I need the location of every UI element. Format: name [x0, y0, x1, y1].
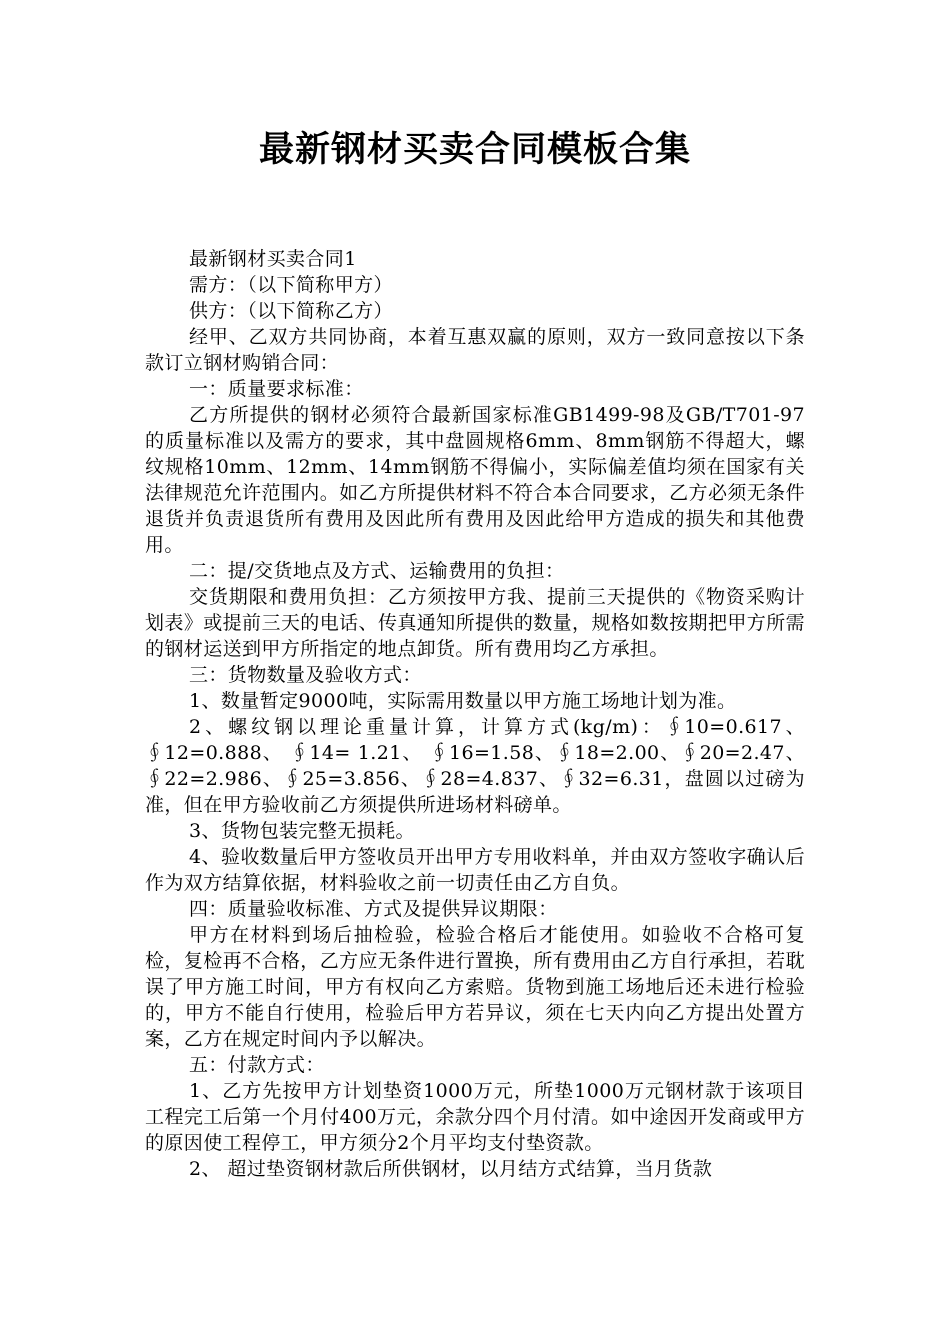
delivery-paragraph: 交货期限和费用负担：乙方须按甲方我、提前三天提供的《物资采购计划表》或提前三天的电话、传真通知所提供的数量，规格如数按期把甲方所需的钢材运送到甲方所指定的地点卸货。所有费用均乙方承担。: [145, 586, 805, 660]
section-heading-quality: 一：质量要求标准：: [189, 378, 364, 400]
buyer-line: 需方：（以下简称甲方）: [189, 274, 393, 296]
preamble-paragraph: 经甲、乙双方共同协商，本着互惠双赢的原则，双方一致同意按以下条款订立钢材购销合同：: [145, 326, 805, 374]
quality-paragraph: 乙方所提供的钢材必须符合最新国家标准GB1499-98及GB/T701-97的质量标准以及需方的要求，其中盘圆规格6mm、8mm钢筋不得超大，螺纹规格10mm、12mm、14mm钢筋不得偏小，实际偏差值均须在国家有关法律规范允许范围内。如乙方所提供材料不符合本合同要求，乙方必须无条件退货并负责退货所有费用及因此所有费用及因此给甲方造成的损失和其他费用。: [145, 404, 805, 556]
section-heading-delivery: 二：提/交货地点及方式、运输费用的负担：: [189, 560, 565, 582]
payment-item-1: 1、乙方先按甲方计划垫资1000万元，所垫1000万元钢材款于该项目工程完工后第一个月付400万元，余款分四个月付清。如中途因开发商或甲方的原因使工程停工，甲方须分2个月平均支付垫资款。: [145, 1080, 805, 1154]
quantity-item-2: 2、螺纹钢以理论重量计算，计算方式(kg/m)：∮10=0.617、∮12=0.888、 ∮14= 1.21、 ∮16=1.58、∮18=2.00、∮20=2.47、∮22=2.986、∮25=3.856、∮28=4.837、∮32=6.31，盘圆以过磅为准，但在甲方验收前乙方须提供所进场材料磅单。: [145, 716, 805, 816]
quantity-item-1: 1、数量暂定9000吨，实际需用数量以甲方施工场地计划为准。: [189, 690, 737, 712]
inspection-paragraph: 甲方在材料到场后抽检验，检验合格后才能使用。如验收不合格可复检，复检再不合格，乙方应无条件进行置换，所有费用由乙方自行承担，若耽误了甲方施工时间，甲方有权向乙方索赔。货物到施工场地后还未进行检验的，甲方不能自行使用，检验后甲方若异议，须在七天内向乙方提出处置方案，乙方在规定时间内予以解决。: [145, 924, 805, 1050]
payment-item-2: 2、 超过垫资钢材款后所供钢材，以月结方式结算，当月货款: [189, 1158, 713, 1180]
quantity-item-3: 3、货物包装完整无损耗。: [189, 820, 415, 842]
supplier-line: 供方：（以下简称乙方）: [189, 300, 393, 322]
document-body: [145, 246, 805, 1182]
contract-heading: 最新钢材买卖合同1: [189, 248, 357, 270]
section-heading-payment: 五：付款方式：: [189, 1054, 325, 1076]
section-heading-quantity: 三：货物数量及验收方式：: [189, 664, 422, 686]
quantity-item-4: 4、验收数量后甲方签收员开出甲方专用收料单，并由双方签收字确认后作为双方结算依据，材料验收之前一切责任由乙方自负。: [145, 846, 805, 894]
document-title: 最新钢材买卖合同模板合集: [258, 130, 691, 170]
section-heading-inspection: 四：质量验收标准、方式及提供异议期限：: [189, 898, 558, 920]
